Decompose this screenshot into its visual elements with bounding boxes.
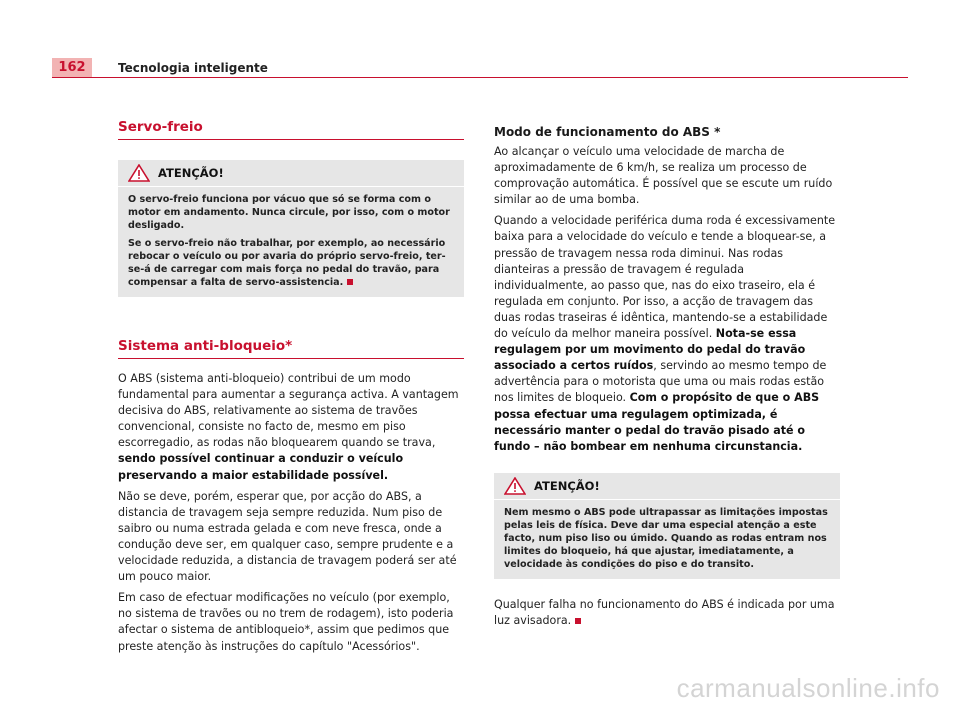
warning-title: ATENÇÃO! — [534, 478, 600, 493]
end-mark-icon — [347, 279, 353, 285]
warning-paragraph: Nem mesmo o ABS pode ultrapassar as limitações impostas pelas leis de física. Deve dar uma especial atenção a este facto, num piso liso ou úmido. Quando as rodas entram nos limites do bloqueio, há que ajustar, imediatamente, a velocidade às condições do piso e do transito. — [504, 506, 828, 570]
running-title: Tecnologia inteligente — [118, 61, 268, 75]
paragraph: Em caso de efectuar modificações no veículo (por exemplo, no sistema de travões ou no trem de rodagem), isto poderia afectar o sistema de antibloqueio*, assim que pedimos que preste atenção às instruções do capítulo "Acessórios". — [118, 591, 454, 653]
subsection-title: Modo de funcionamento do ABS * — [494, 125, 721, 139]
paragraph: Não se deve, porém, esperar que, por acção do ABS, a distancia de travagem seja sempre reduzida. Num piso de saibro ou numa estrada gelada e com neve fresca, onde a condução deve ser, em qualquer caso, sempre prudente e a velocidade reduzida, a distancia de travagem poderá ser até um pouco maior. — [118, 489, 457, 584]
left-column — [118, 118, 464, 660]
paragraph: Ao alcançar o veículo uma velocidade de marcha de aproximadamente de 6 km/h, se realiza um processo de comprovação automática. É possível que se escute um ruído similar ao de uma bomba. — [494, 145, 833, 207]
watermark: carmanualsonline.info — [676, 673, 940, 703]
right-column — [494, 118, 840, 634]
abs-text — [118, 371, 464, 655]
warning-box-servo — [118, 160, 464, 297]
warning-triangle-icon — [128, 164, 150, 182]
paragraph: Qualquer falha no funcionamento do ABS é indicada por uma luz avisadora. — [494, 597, 835, 627]
paragraph: O ABS (sistema anti-bloqueio) contribui de um modo fundamental para aumentar a segurança activa. A vantagem decisiva do ABS, relativamente ao sistema de travões convencional, consiste no facto de, mesmo em piso escorregadio, as rodas não bloquearem quando se trava, sendo possível continuar a conduzir o veículo preservando a maior estabilidade possível. — [118, 372, 459, 482]
warning-header — [118, 160, 464, 187]
warning-triangle-icon — [504, 477, 526, 495]
warning-title: ATENÇÃO! — [158, 166, 224, 180]
warning-box-abs — [494, 473, 840, 579]
warning-paragraph: O servo-freio funciona por vácuo que só se forma com o motor em andamento. Nunca circule, por isso, com o motor desligado. — [128, 194, 450, 231]
warning-body — [494, 500, 840, 579]
warning-body — [118, 187, 464, 297]
warning-header — [494, 473, 840, 500]
warning-paragraph: Se o servo-freio não trabalhar, por exemplo, ao necessário rebocar o veículo ou por avaria do próprio servo-freio, ter-se-á de carregar com mais força no pedal do travão, para compensar a falta de servo-assistencia. — [128, 238, 446, 288]
end-mark-icon — [575, 618, 581, 624]
section-title-servo: Servo-freio — [118, 118, 464, 140]
paragraph: Quando a velocidade periférica duma roda é excessivamente baixa para a velocidade do veículo e tende a bloquear-se, a pressão de travagem nessa roda diminui. Nas rodas dianteiras a pressão de travagem é regulada individualmente, ao passo que, nas do eixo traseiro, ela é regulada em conjunto. Por isso, a acção de travagem das duas rodas traseiras é idêntica, mantendo-se a estabilidade do veículo da melhor maneira possível. Nota-se essa regulagem por um movimento do pedal do travão associado a certos ruídos, servindo ao mesmo tempo de advertência para o motorista que uma ou mais rodas estão nos limites de bloqueio. Com o propósito de que o ABS possa efectuar uma regulagem optimizada, é necessário manter o pedal do travão pisado até o fundo – não bombear em nenhuma circunstancia. — [494, 214, 836, 453]
page-number: 162 — [52, 58, 92, 78]
header-rule — [52, 77, 908, 78]
section-title-abs: Sistema anti-bloqueio* — [118, 337, 464, 359]
